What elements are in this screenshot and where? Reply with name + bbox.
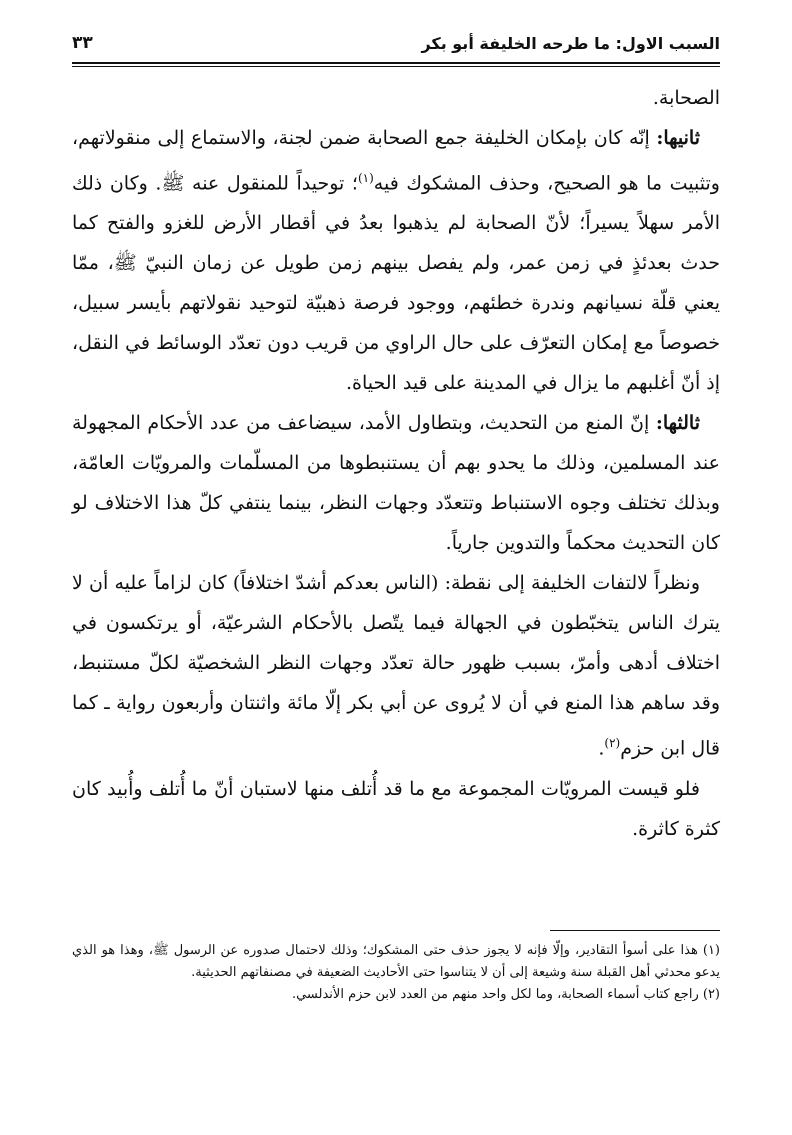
paragraph-3: ثالثها: إنّ المنع من التحديث، وبتطاول الأمد، سيضاعف من عدد الأحكام المجهولة عند المسلمين، وذلك ما يحدو بهم أن يستنبطوها من المسلّمات والمرويّات العامّة، وبذلك تختلف وجوه الاستنباط وتتعدّد وجهات النظر، بينما ينتفي كلّ هذا الاختلاف لو كان التحديث محكماً والتدوين جارياً. [72,412,720,555]
page-header [72,28,720,58]
footnote-ref-1: (١) [357,171,374,185]
paragraph-2: ثانيها: إنّه كان بإمكان الخليفة جمع الصحابة ضمن لجنة، والاستماع إلى منقولاتهم، وتثبيت ما هو الصحيح، وحذف المشكوك فيه$^{(١)}$؛ توحيداً للمنقول عنه ﷺ. وكان ذلك الأمر سهلاً يسيراً؛ لأنّ الصحابة لم يذهبوا بعدُ في أقطار الأرض للغزو والفتح كما حدث بعدئذٍ في زمن عمر، ولم يفصل بينهم زمن طويل عن زمان النبيّ ﷺ، ممّا يعني قلّة نسيانهم وندرة خطئهم، ووجود فرصة ذهبيّة لتوحيد نقولاتهم بأيسر سبيل، خصوصاً مع إمكان التعرّف على حال الراوي من قريب دون تعدّد الوسائط في النقل، إذ أنّ أغلبهم ما يزال في المدينة على قيد الحياة. [72,127,720,395]
page-number: ٣٣ [72,33,93,53]
footnote-separator [550,930,720,931]
paragraph-4: ونظراً لالتفات الخليفة إلى نقطة: (الناس بعدكم أشدّ اختلافاً) كان لزاماً عليه أن لا يترك الناس يتخبّطون في الجهالة فيما يتّصل بالأحكام الشرعيّة، أو يرتكسون في اختلاف أدهى وأمرّ، بسبب ظهور حالة تعدّد وجهات النظر الشخصيّة لكلّ مستنبط، وقد ساهم هذا المنع في أن لا يُروى عن أبي بكر إلّا مائة واثنتان وأربعون رواية ـ كما قال ابن حزم$^{(٢)}$. [72,572,720,760]
header-rule-thick [72,62,720,64]
paragraph-lead: ثانيها: [656,127,700,149]
footnotes [72,940,720,1006]
header-rule-thin [72,66,720,67]
body-text [72,78,720,849]
footnote-ref-2: (٢) [604,736,621,751]
footnote-2: (٢) راجع كتاب أسماء الصحابة، وما لكل واحد منهم من العدد لابن حزم الأندلسي. [291,987,720,1002]
chapter-title: السبب الاول: ما طرحه الخليفة أبو بكر [421,33,720,53]
footnote-1: (١) هذا على أسوأ التقادير، وإلّا فإنه لا يجوز حذف حتى المشكوك؛ وذلك لاحتمال صدوره عن الرسول ﷺ، وهذا هو الذي يدعو محدثي أهل القبلة سنة وشيعة إلى أن لا يتناسوا حتى الأحاديث الضعيفة في مصنفاتهم الحديثية. [72,943,720,980]
paragraph-lead: ثالثها: [655,412,700,435]
paragraph-5: فلو قيست المرويّات المجموعة مع ما قد أُتلف منها لاستبان أنّ ما أُتلف وأُبيد كان كثرة كاثرة. [72,777,720,840]
paragraph-1: الصحابة. [652,87,720,109]
